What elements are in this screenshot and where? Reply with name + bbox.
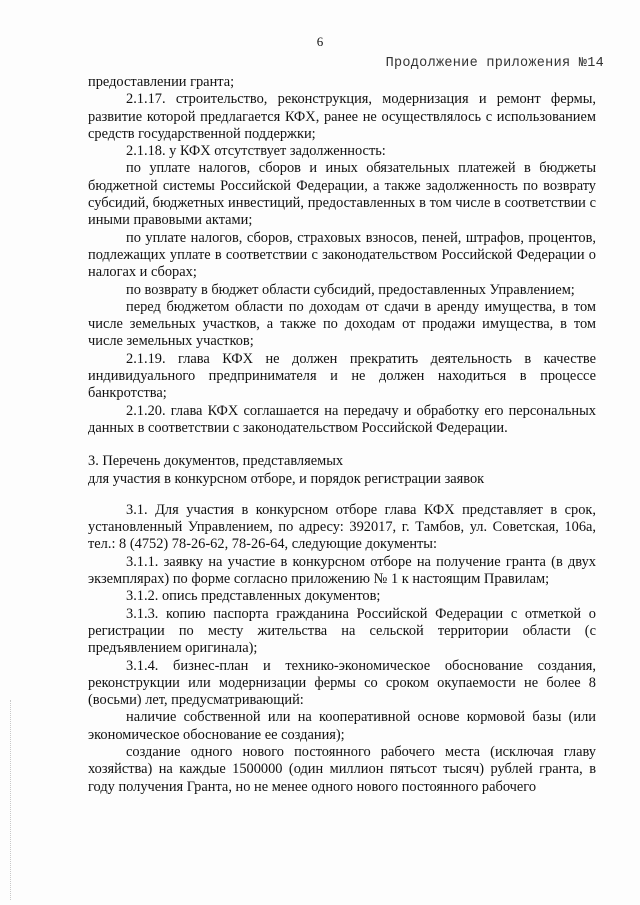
paragraph: создание одного нового постоянного рабочего места (исключая главу хозяйства) на каждые 1500000 (один миллион пятьсот тысяч) рублей гранта, в году получения Гранта, но не менее одного нового постоянного рабочего [88, 743, 596, 795]
paragraph: по возврату в бюджет области субсидий, предоставленных Управлением; [126, 281, 575, 298]
page-number: 6 [316, 34, 324, 49]
paragraph: 2.1.19. глава КФХ не должен прекратить деятельность в качестве индивидуального предпринимателя и не должен находиться в процессе банкротства; [88, 350, 596, 402]
paragraph: по уплате налогов, сборов и иных обязательных платежей в бюджеты бюджетной системы Российской Федерации, а также задолженность по возврату субсидий, бюджетных инвестиций, предоставленных в том числе в соответствии с иными правовыми актами; [88, 160, 596, 229]
section-heading [88, 453, 596, 488]
paragraph: 3.1.2. опись представленных документов; [126, 588, 381, 605]
section-heading-line: для участия в конкурсном отборе, и порядок регистрации заявок [88, 470, 485, 487]
paragraph: 2.1.17. строительство, реконструкция, модернизация и ремонт фермы, развитие которой предлагается КФХ, ранее не осуществлялось с использованием средств государственной поддержки; [88, 91, 596, 142]
paragraph: предоставлении гранта; [88, 74, 235, 90]
paragraph: 3.1.1. заявку на участие в конкурсном отборе на получение гранта (в двух экземплярах) по форме согласно приложению № 1 к настоящим Правилам; [88, 553, 596, 588]
paragraph: 2.1.18. у КФХ отсутствует задолженность: [126, 143, 386, 160]
section-heading-line: 3. Перечень документов, представляемых [88, 453, 344, 470]
paragraph: 3.1.3. копию паспорта гражданина Российской Федерации с отметкой о регистрации по месту жительства на сельской территории области (с предъявлением оригинала); [88, 605, 596, 657]
paragraph: по уплате налогов, сборов, страховых взносов, пеней, штрафов, процентов, подлежащих уплате в соответствии с законодательством Российской Федерации о налогах и сборах; [88, 229, 596, 281]
paragraph: 2.1.20. глава КФХ соглашается на передачу и обработку его персональных данных в соответствии с законодательством Российской Федерации. [88, 402, 596, 436]
paragraph: наличие собственной или на кооперативной основе кормовой базы (или экономическое обоснование ее создания); [88, 709, 596, 743]
paragraph: 3.1. Для участия в конкурсном отборе глава КФХ представляет в срок, установленный Управлением, по адресу: 392017, г. Тамбов, ул. Советская, 106а, тел.: 8 (4752) 78-26-62, 78-26-64, следующие документы: [88, 501, 596, 553]
document-body [88, 74, 596, 796]
paragraph: 3.1.4. бизнес-план и технико-экономическое обоснование создания, реконструкции или модернизации фермы со сроком окупаемости не более 8 (восьми) лет, предусматривающий: [88, 657, 596, 709]
paragraph: перед бюджетом области по доходам от сдачи в аренду имущества, в том числе земельных участков, а также по доходам от продажи имущества, в том числе земельных участков; [88, 298, 596, 350]
continuation-header: Продолжение приложения №14 [385, 56, 604, 71]
scan-margin-marks [10, 700, 13, 900]
